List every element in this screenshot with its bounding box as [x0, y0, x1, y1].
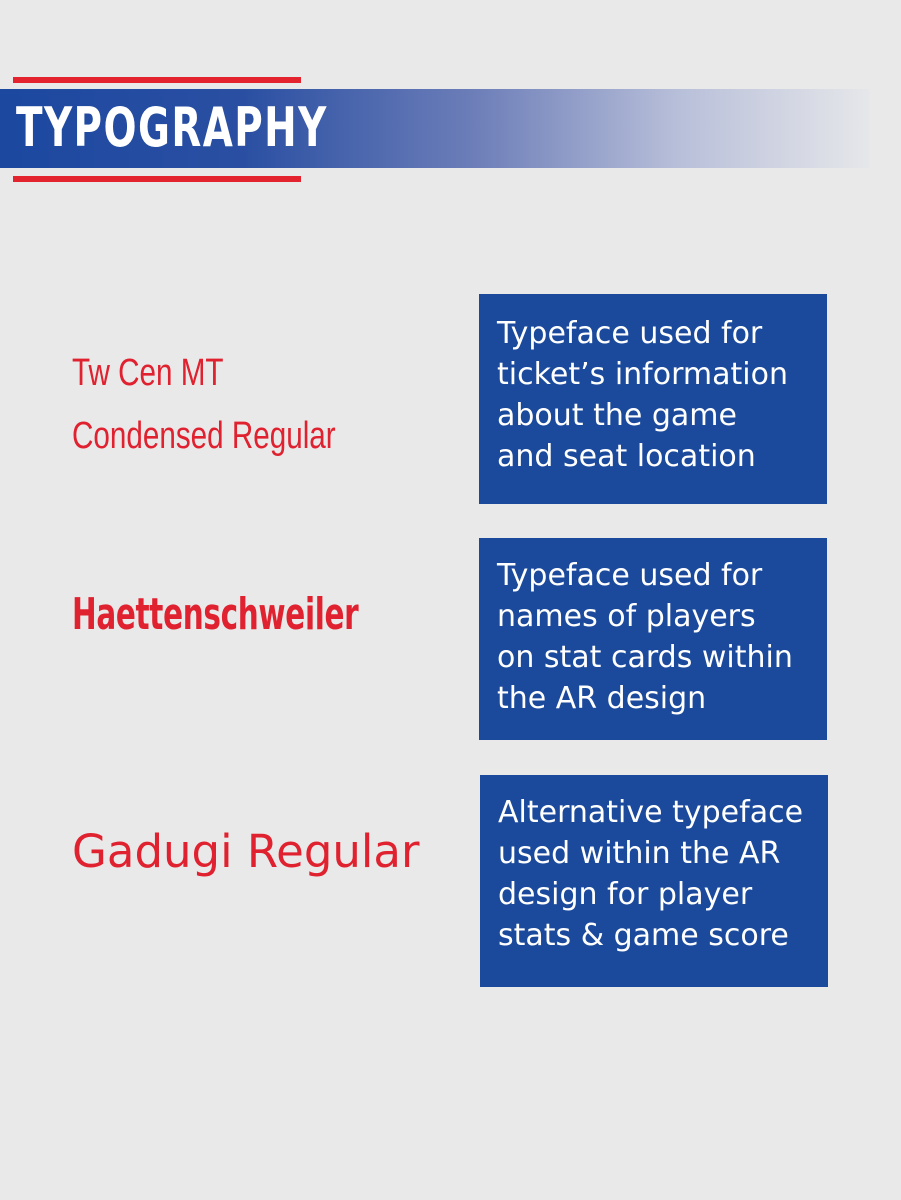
description-line: stats & game score	[498, 918, 789, 953]
typeface-name-line: Tw Cen MT	[72, 352, 224, 394]
description-line: on stat cards within	[497, 640, 793, 675]
description-line: and seat location	[497, 439, 756, 474]
description-line: Typeface used for	[497, 558, 763, 593]
header-stripe-bottom	[13, 176, 301, 182]
description-line: names of players	[497, 599, 756, 634]
header-banner	[0, 89, 870, 168]
typeface-name-tw-cen	[72, 342, 336, 468]
description-line: ticket’s information	[497, 357, 788, 392]
typeface-name-gadugi: Gadugi Regular	[72, 825, 420, 878]
page-title: TYPOGRAPHY	[16, 96, 328, 159]
typeface-description-card	[480, 775, 828, 987]
typeface-description-card	[479, 294, 827, 504]
description-line: used within the AR	[498, 836, 781, 871]
description-line: design for player	[498, 877, 753, 912]
typeface-description-card	[479, 538, 827, 740]
description-line: about the game	[497, 398, 737, 433]
typeface-name-haettenschweiler: Haettenschweiler	[72, 589, 359, 640]
header-stripe-top	[13, 77, 301, 83]
description-line: Alternative typeface	[498, 795, 804, 830]
description-line: Typeface used for	[497, 316, 763, 351]
typeface-name-line: Condensed Regular	[72, 415, 336, 457]
description-line: the AR design	[497, 681, 707, 716]
